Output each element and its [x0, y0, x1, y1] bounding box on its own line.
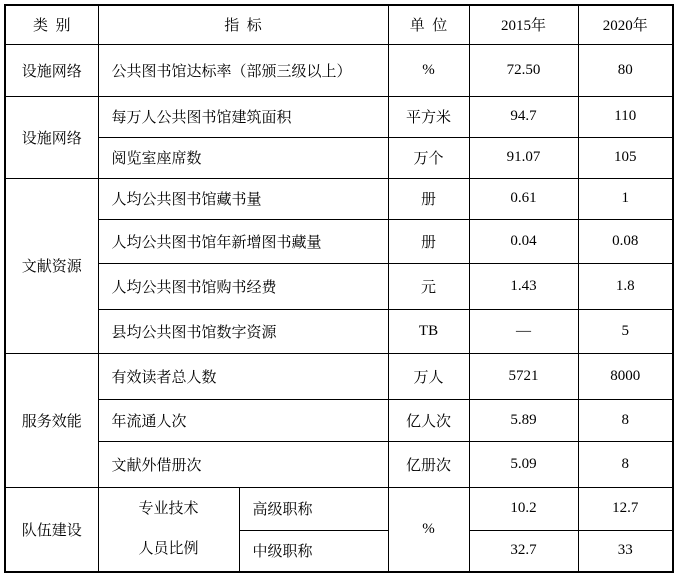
value-2020-cell: 5	[578, 309, 673, 353]
staff-ratio-label-cell	[98, 487, 239, 572]
unit-cell: 亿人次	[388, 399, 469, 441]
category-cell-service-efficiency: 服务效能	[5, 353, 98, 487]
job-title-cell: 高级职称	[239, 487, 388, 530]
value-2020-cell: 110	[578, 96, 673, 137]
indicator-cell: 阅览室座席数	[98, 137, 388, 178]
job-title-cell: 中级职称	[239, 530, 388, 572]
value-2020-cell: 12.7	[578, 487, 673, 530]
indicator-cell: 人均公共图书馆购书经费	[98, 263, 388, 309]
header-cell-indicator: 指 标	[98, 5, 388, 44]
value-2015-cell: 1.43	[469, 263, 578, 309]
header-cell-category: 类 别	[5, 5, 98, 44]
unit-cell: 册	[388, 178, 469, 219]
value-2020-cell: 1	[578, 178, 673, 219]
category-cell-facility-network-1: 设施网络	[5, 44, 98, 96]
table-row	[5, 487, 673, 530]
table-row	[5, 137, 673, 178]
unit-cell: 亿册次	[388, 441, 469, 487]
value-2020-cell: 8	[578, 399, 673, 441]
value-2020-cell: 105	[578, 137, 673, 178]
value-2020-cell: 0.08	[578, 219, 673, 263]
indicator-cell: 县均公共图书馆数字资源	[98, 309, 388, 353]
unit-cell: %	[388, 44, 469, 96]
category-cell-team-building: 队伍建设	[5, 487, 98, 572]
value-2020-cell: 8	[578, 441, 673, 487]
category-cell-document-resources: 文献资源	[5, 178, 98, 353]
value-2015-cell: 5.89	[469, 399, 578, 441]
value-2020-cell: 80	[578, 44, 673, 96]
table-row	[5, 219, 673, 263]
unit-cell: 万人	[388, 353, 469, 399]
value-2015-cell: 72.50	[469, 44, 578, 96]
value-2020-cell: 1.8	[578, 263, 673, 309]
staff-ratio-label-line1: 专业技术	[138, 501, 199, 518]
table-row	[5, 263, 673, 309]
header-cell-unit: 单 位	[388, 5, 469, 44]
indicator-cell: 每万人公共图书馆建筑面积	[98, 96, 388, 137]
indicator-cell: 文献外借册次	[98, 441, 388, 487]
table-row	[5, 353, 673, 399]
indicator-cell: 有效读者总人数	[98, 353, 388, 399]
value-2015-cell: —	[469, 309, 578, 353]
indicator-cell: 年流通人次	[98, 399, 388, 441]
value-2015-cell: 32.7	[469, 530, 578, 572]
value-2015-cell: 94.7	[469, 96, 578, 137]
unit-cell: %	[388, 487, 469, 572]
unit-cell: 平方米	[388, 96, 469, 137]
indicator-cell: 人均公共图书馆年新增图书藏量	[98, 219, 388, 263]
value-2015-cell: 5721	[469, 353, 578, 399]
indicators-table	[4, 4, 674, 573]
value-2020-cell: 33	[578, 530, 673, 572]
unit-cell: TB	[388, 309, 469, 353]
table-row	[5, 178, 673, 219]
indicator-cell: 公共图书馆达标率（部颁三级以上）	[98, 44, 388, 96]
staff-ratio-label-line2: 人员比例	[138, 541, 199, 558]
table-row	[5, 309, 673, 353]
indicator-cell: 人均公共图书馆藏书量	[98, 178, 388, 219]
table-row	[5, 441, 673, 487]
value-2020-cell: 8000	[578, 353, 673, 399]
header-cell-2015: 2015年	[469, 5, 578, 44]
unit-cell: 万个	[388, 137, 469, 178]
unit-cell: 元	[388, 263, 469, 309]
unit-cell: 册	[388, 219, 469, 263]
table-row	[5, 44, 673, 96]
table-row	[5, 96, 673, 137]
value-2015-cell: 0.04	[469, 219, 578, 263]
table-row	[5, 399, 673, 441]
header-cell-2020: 2020年	[578, 5, 673, 44]
value-2015-cell: 91.07	[469, 137, 578, 178]
category-cell-facility-network-2: 设施网络	[5, 96, 98, 178]
value-2015-cell: 10.2	[469, 487, 578, 530]
value-2015-cell: 5.09	[469, 441, 578, 487]
value-2015-cell: 0.61	[469, 178, 578, 219]
table-header-row	[5, 5, 673, 44]
